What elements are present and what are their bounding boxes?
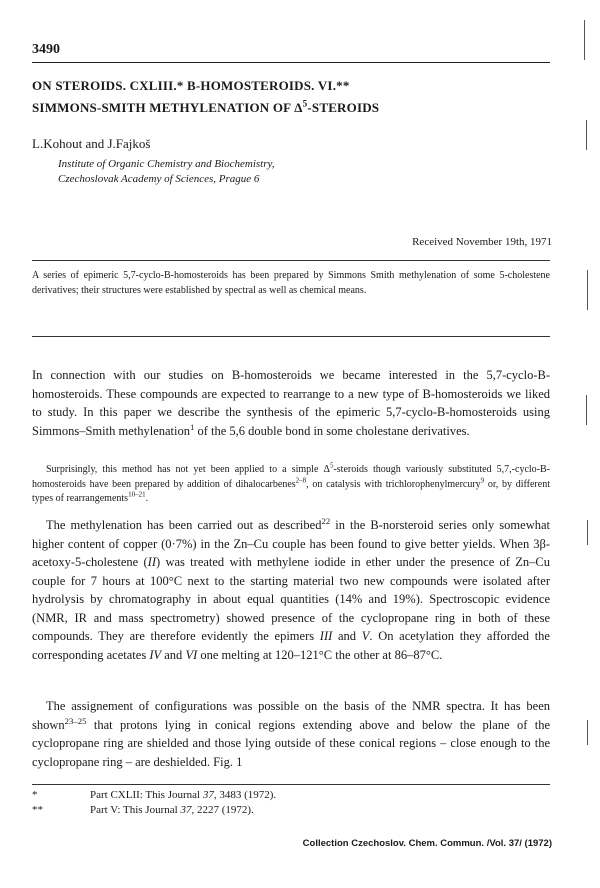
body-paragraph-1: In connection with our studies on B-homosteroids we became interested in the 5,7-cyclo-B-homosteroids. These compounds are expected to rearrange to a new type of B-homosteroids we liked to study. In this paper we describe the synthesis of the epimeric 5,7-cyclo-B-homosteroids using Simmons–Smith methylenation$^1$ of the 5,6 double bond in some cholestane derivatives.: [32, 368, 550, 438]
affiliation-line-1: Institute of Organic Chemistry and Biochemistry,: [58, 158, 275, 170]
scan-edge-mark: [586, 120, 587, 150]
body-paragraph-2: The methylenation has been carried out as described$^{22}$ in the B-norsteroid series only somewhat higher content of copper (0·7%) in the Zn–Cu couple has been found to give better yields. When 3β-acetoxy-5-cholestene (II) was treated with methylene iodide in ether under the presence of Zn–Cu couple for 7 hours at 100°C next to the starting material two new compounds were isolated after hydrolysis by chromatography in about equal quantities (14% and 19%). Spectroscopic evidence (NMR, IR and mass spectrometry) showed presence of the cyclopropane ring in both of these compounds. They are therefore evidently the epimers III and V. On acetylation they afforded the corresponding acetates IV and VI one melting at 120–121°C the other at 86–87°C.: [32, 515, 550, 662]
abstract-bottom-rule: [32, 336, 550, 337]
footnote-rule: [32, 784, 550, 785]
article-title-line-2: SIMMONS-SMITH METHYLENATION OF $\Delta^5$-STEROIDS: [32, 98, 380, 115]
authors: L.Kohout and J.Fajkoš: [32, 136, 151, 151]
body-paragraph-3: The assignement of configurations was possible on the basis of the NMR spectra. It has been shown$^{23-25}$ that protons lying in conical regions extending above and below the plane of the cyclopropane ring are shielded and those lying outside of these conical regions – close enough to the cyclopropane ring – are deshielded. Fig. 1: [32, 699, 550, 769]
affiliation-line-2: Czechoslovak Academy of Sciences, Prague 6: [58, 173, 260, 185]
received-date: Received November 19th, 1971: [412, 236, 552, 248]
footnote-2: ** Part V: This Journal 37, 2227 (1972).: [32, 804, 254, 816]
scan-edge-mark: [587, 720, 588, 745]
scan-edge-mark: [584, 20, 585, 60]
footnote-1: * Part CXLII: This Journal 37, 3483 (1972).: [32, 789, 277, 801]
abstract: A series of epimeric 5,7-cyclo-B-homosteroids has been prepared by Simmons Smith methylenation of some 5-cholestene derivatives; their structures were established by spectral as well as chemical means.: [32, 270, 550, 296]
page-number: 3490: [32, 42, 60, 57]
article-title-line-1: ON STEROIDS. CXLIII.* B-HOMOSTEROIDS. VI.**: [32, 78, 350, 93]
scan-edge-mark: [587, 270, 588, 310]
journal-citation-footer: Collection Czechoslov. Chem. Commun. /Vol. 37/ (1972): [302, 838, 552, 849]
scan-edge-mark: [587, 520, 588, 545]
header-rule: [32, 62, 550, 63]
scan-edge-mark: [586, 395, 587, 425]
body-note-paragraph: Surprisingly, this method has not yet been applied to a simple $\Delta^5$-steroids though variously substituted 5,7,-cyclo-B-homosteroids have been prepared by addition of dihalocarbenes$^{2-8}$, on catalysis with trichlorophenylmercury$^9$ or, by different types of rearrangements$^{10-21}$.: [32, 461, 550, 504]
abstract-top-rule: [32, 260, 550, 261]
